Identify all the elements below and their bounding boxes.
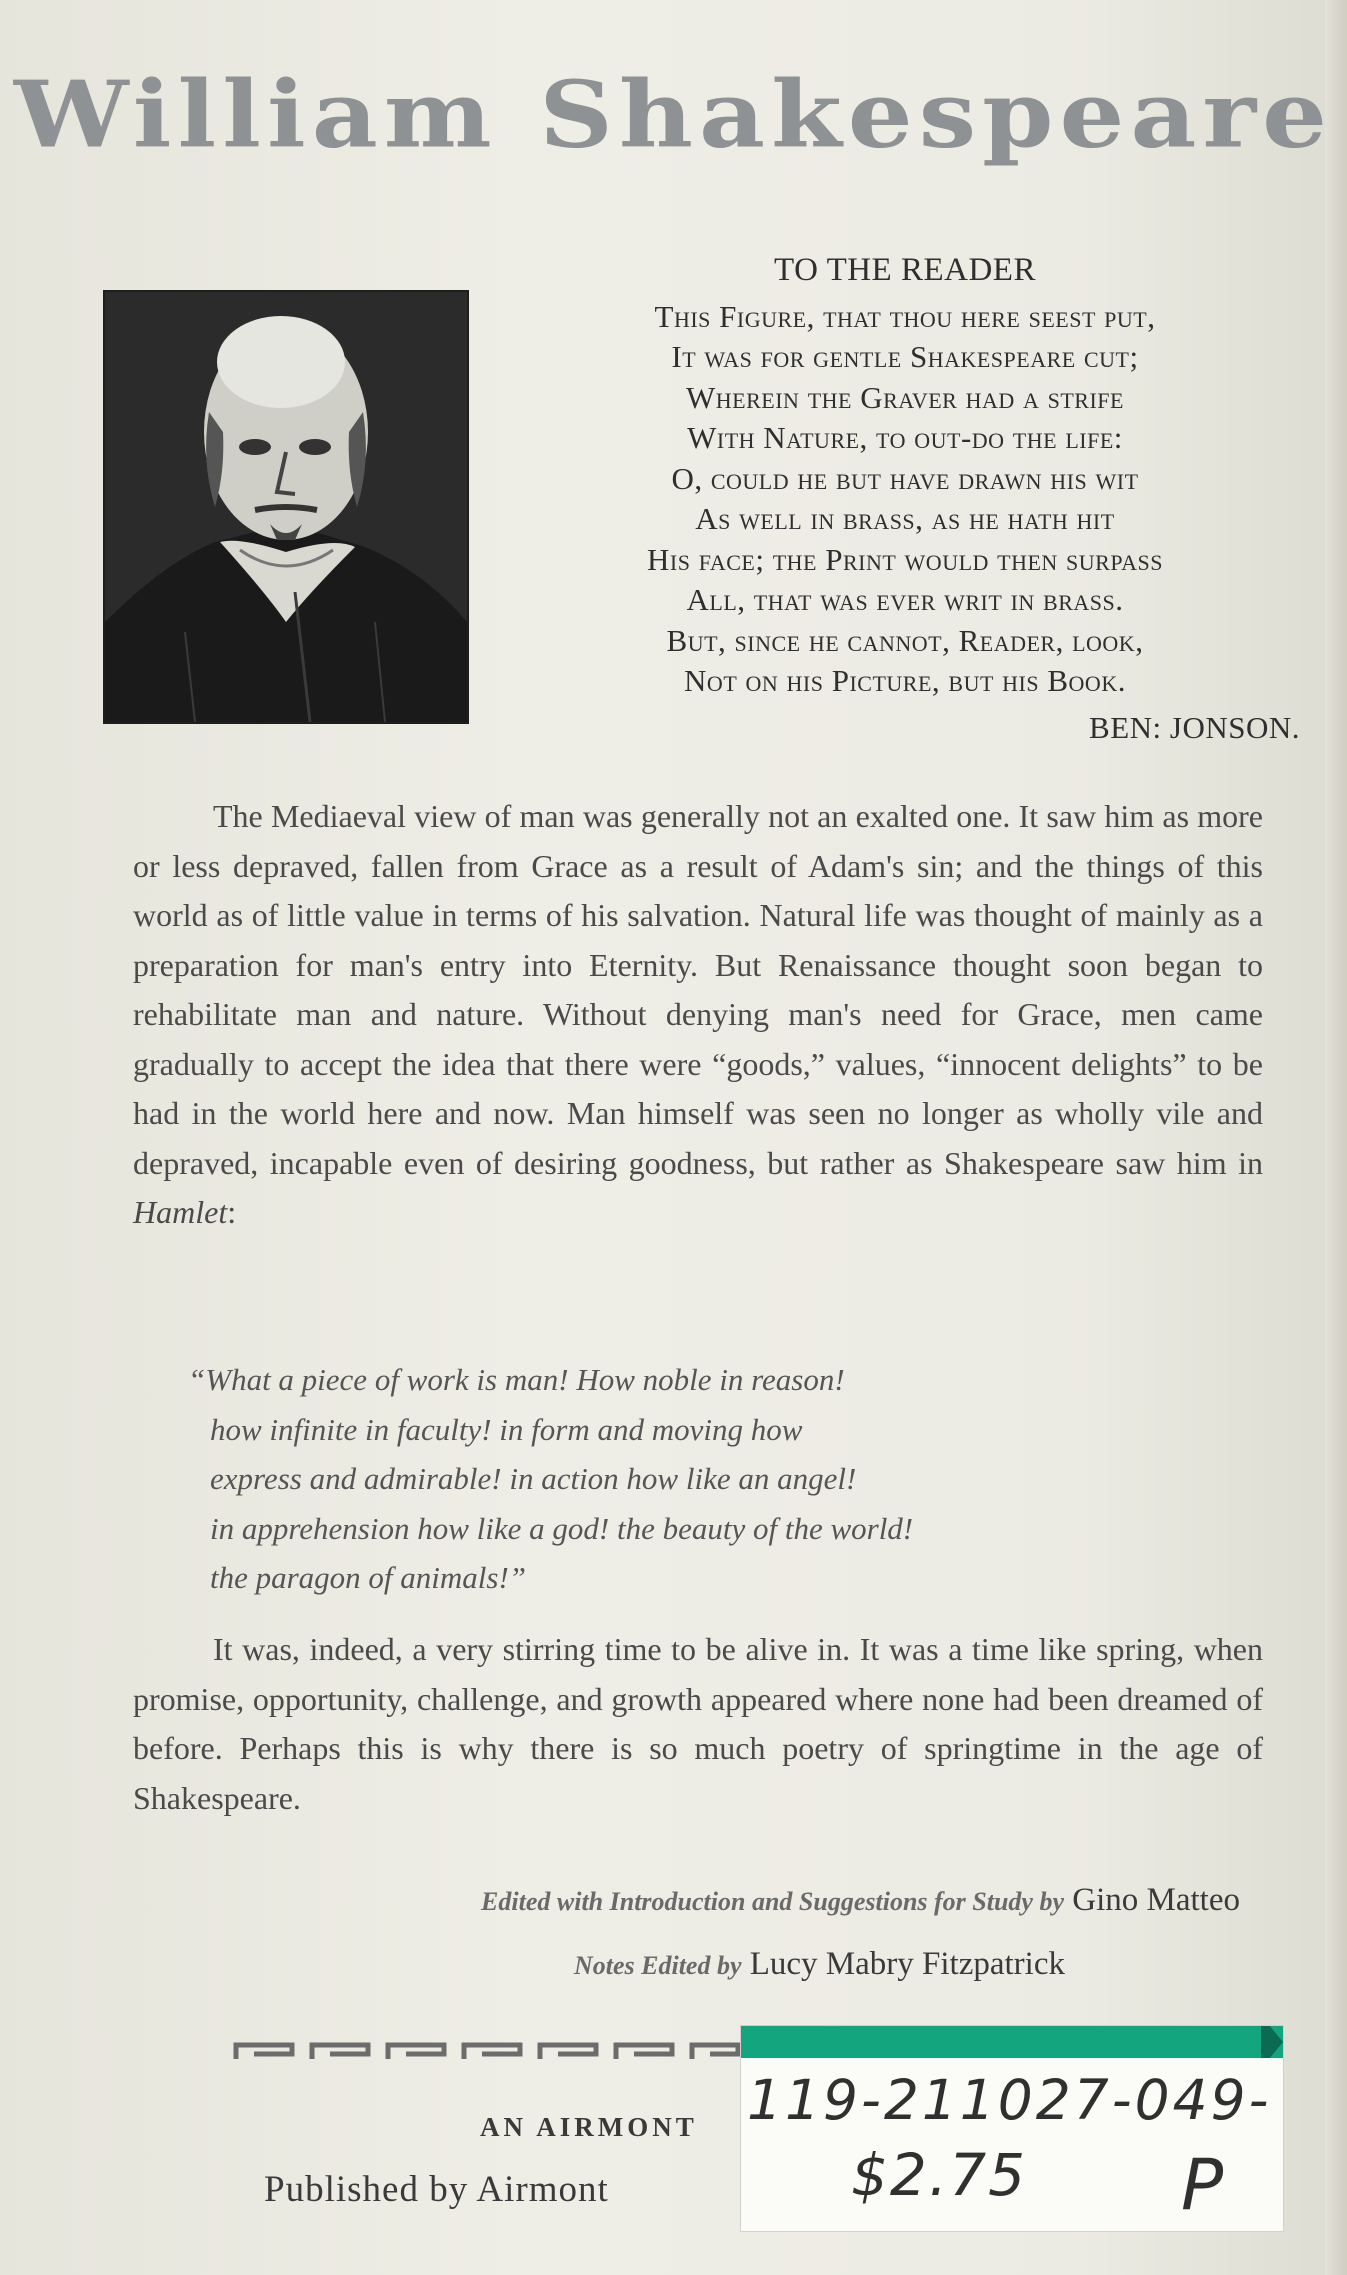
shakespeare-portrait [103, 290, 469, 724]
sticker-green-band [741, 2026, 1283, 2058]
poem-line: With Nature, to out-do the life: [687, 420, 1123, 455]
poem-line: O, could he but have drawn his wit [671, 460, 1139, 496]
editor-credit [0, 1882, 1240, 1919]
closing-text: It was, indeed, a very stirring time to be alive in. It was a time like spring, when promise, opportunity, challenge, and growth appeared where none had been dreamed of before. Perhaps this is why there is so much poetry of springtime in the age of Shakespeare. [133, 1631, 1263, 1816]
intro-text: The Mediaeval view of man was generally not an exalted one. It saw him as more or less depraved, fallen from Grace as a result of Adam's sin; and the things of this world as of little value in terms of his salvation. Natural life was thought of mainly as a preparation for man's entry into Eternity. But Renaissance thought soon began to rehabilitate man and nature. Without denying man's need for Grace, men came gradually to accept the idea that there were “goods,” values, “innocent delights” to be had in the world here and now. Man himself was seen no longer as wholly vile and depraved, incapable even of desiring goodness, but rather as Shakespeare saw him in [133, 798, 1263, 1181]
intro-end: : [227, 1194, 237, 1230]
price-sticker [740, 2025, 1284, 2232]
quote-line: in apprehension how like a god! the beauty of the world! [210, 1510, 914, 1546]
intro-paragraph [133, 792, 1263, 1238]
editor-label: Edited with Introduction and Suggestions for Study by [481, 1887, 1065, 1916]
poem-line: All, that was ever writ in brass. [686, 582, 1124, 617]
poem-signature: BEN: JONSON. [1089, 709, 1300, 745]
poem-line: His face; the Print would then surpass [647, 541, 1163, 577]
quote-line: “What a piece of work is man! How noble in reason! [188, 1362, 845, 1397]
notes-credit [0, 1946, 1065, 1983]
quote-line: express and admirable! in action how like an angel! [210, 1461, 857, 1496]
quote-line: how infinite in faculty! in form and moving how [210, 1411, 803, 1447]
sticker-mark: P [1181, 2144, 1224, 2226]
quote-line: the paragon of animals!” [210, 1560, 527, 1595]
greek-key-rule [232, 2041, 742, 2063]
poem-line: Wherein the Graver had a strife [686, 379, 1124, 415]
notes-name: Lucy Mabry Fitzpatrick [749, 1946, 1065, 1982]
greek-key-ornament-icon [232, 2041, 742, 2063]
notes-label: Notes Edited by [573, 1951, 742, 1980]
poem-line: This Figure, that thou here seest put, [654, 298, 1156, 334]
editor-name: Gino Matteo [1072, 1882, 1240, 1918]
series-line: AN AIRMONT [480, 2112, 698, 2142]
poem-heading: TO THE READER [774, 252, 1036, 288]
hamlet-title: Hamlet [133, 1194, 228, 1230]
poem-line: Not on his Picture, but his Book. [684, 663, 1126, 698]
engraved-portrait-icon [105, 292, 467, 722]
publisher-line: Published by Airmont [264, 2169, 609, 2210]
cover-title: William Shakespeare [13, 61, 1334, 169]
hamlet-quote [188, 1355, 1238, 1603]
sticker-price: $2.75 [851, 2141, 1028, 2209]
sticker-code: 119-211027-049- [747, 2068, 1272, 2132]
poem-line: It was for gentle Shakespeare cut; [671, 339, 1139, 374]
poem-line: But, since he cannot, Reader, look, [666, 622, 1144, 658]
poem-to-the-reader [505, 250, 1305, 748]
cover-edge [1325, 0, 1347, 2275]
poem-line: As well in brass, as he hath hit [695, 501, 1115, 536]
closing-paragraph [133, 1625, 1263, 1823]
